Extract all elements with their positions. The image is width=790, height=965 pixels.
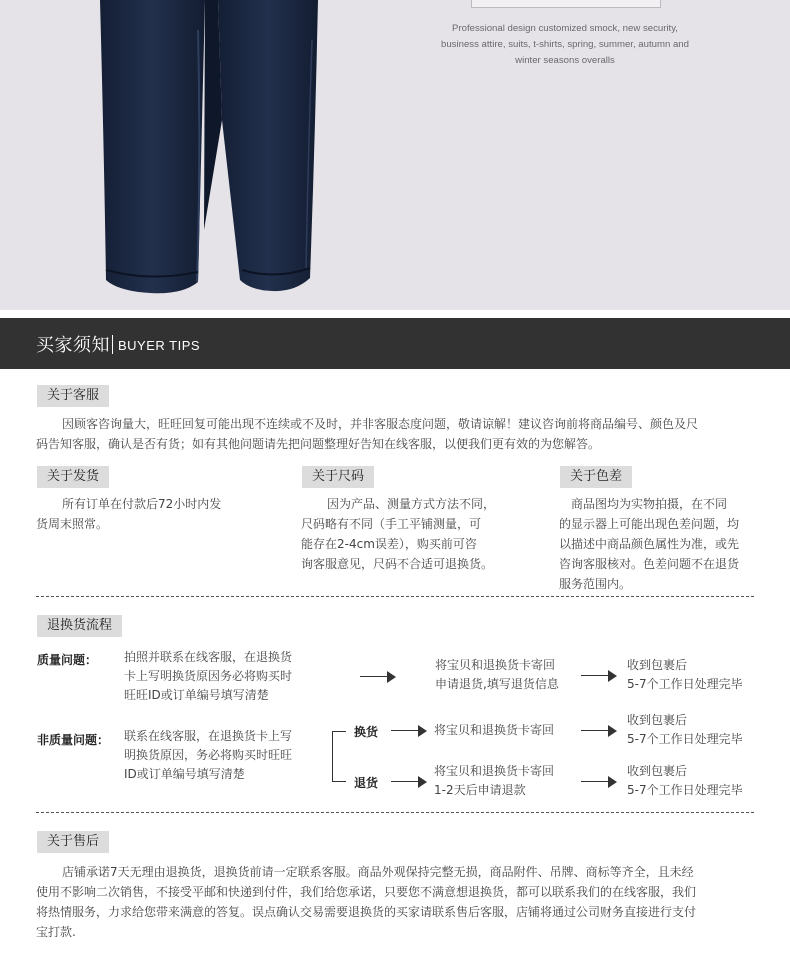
quality-desc-line-1: 拍照并联系在线客服，在退换货 xyxy=(124,650,293,664)
color-label: 关于色差 xyxy=(560,466,632,488)
size-line-2: 尺码略有不同（手工平铺测量，可 xyxy=(301,517,482,531)
color-line-3: 以描述中商品颜色属性为准，或先 xyxy=(559,537,740,551)
refund-step xyxy=(434,762,584,800)
color-line-4: 咨询客服核对。色差问题不在退货 xyxy=(559,557,740,571)
right-arrow-icon xyxy=(391,776,427,788)
shipping-line-1: 所有订单在付款后72小时内发 xyxy=(62,497,222,511)
color-text xyxy=(559,494,759,594)
shipping-line-2: 货周末照常。 xyxy=(36,517,109,531)
right-arrow-icon xyxy=(391,725,427,737)
refund-result xyxy=(627,762,757,800)
quality-issue-title: 质量问题： xyxy=(37,653,98,667)
quality-desc-line-2: 卡上写明换货原因务必将购买时 xyxy=(124,669,293,683)
right-arrow-icon xyxy=(360,671,396,683)
refund-result-line-1: 收到包裹后 xyxy=(627,764,688,778)
shipping-text xyxy=(36,494,256,534)
quality-issue-desc xyxy=(124,648,324,705)
quality-step xyxy=(435,656,585,694)
after-sales-line-4: 宝打款. xyxy=(36,925,76,939)
exchange-result-line-2: 5-7个工作日处理完毕 xyxy=(627,732,743,746)
refund-step-line-1: 将宝贝和退换货卡寄回 xyxy=(434,764,555,778)
section-divider-1 xyxy=(36,596,754,597)
exchange-step: 将宝贝和退换货卡寄回 xyxy=(434,723,555,737)
section-divider-2 xyxy=(36,812,754,813)
size-line-1: 因为产品、测量方式方法不同， xyxy=(327,497,496,511)
customer-service-label: 关于客服 xyxy=(37,385,109,407)
size-line-3: 能存在2-4cm误差），购买前可咨 xyxy=(301,537,477,551)
color-line-1: 商品图均为实物拍摄，在不同 xyxy=(571,497,728,511)
quality-step-line-2: 申请退货,填写退货信息 xyxy=(435,677,559,691)
bracket-icon xyxy=(332,731,346,782)
after-sales-text xyxy=(36,862,758,942)
after-sales-label: 关于售后 xyxy=(37,831,109,853)
non-quality-desc-line-3: ID或订单编号填写清楚 xyxy=(124,767,245,781)
caption-card xyxy=(471,0,661,8)
after-sales-line-1: 店铺承诺7天无理由退换货，退换货前请一定联系客服。商品外观保持完整无损，商品附件、吊牌、商标等齐全，且未经 xyxy=(62,865,694,879)
non-quality-desc-line-2: 明换货原因，务必将购买时旺旺 xyxy=(124,748,293,762)
right-arrow-icon xyxy=(581,776,617,788)
quality-result xyxy=(627,656,757,694)
customer-service-line-1: 因顾客咨询量大，旺旺回复可能出现不连续或不及时，并非客服态度问题，敬请谅解！建议咨询前将商品编号、颜色及尺 xyxy=(62,417,699,431)
photo-spacer xyxy=(0,310,790,318)
photo-caption xyxy=(430,21,700,69)
caption-line-1: Professional design customized smock, new security, xyxy=(452,23,678,34)
exchange-result xyxy=(627,711,757,749)
refund-step-line-2: 1-2天后申请退款 xyxy=(434,783,526,797)
customer-service-line-2: 码告知客服，确认是否有货；如有其他问题请先把问题整理好告知在线客服，以便我们更有效的为您解答。 xyxy=(36,437,601,451)
caption-line-3: winter seasons overalls xyxy=(515,55,615,66)
right-arrow-icon xyxy=(581,725,617,737)
quality-desc-line-3: 旺旺ID或订单编号填写清楚 xyxy=(124,688,269,702)
shipping-label: 关于发货 xyxy=(37,466,109,488)
non-quality-issue-title: 非质量问题： xyxy=(37,733,110,747)
returns-label: 退换货流程 xyxy=(37,615,122,637)
after-sales-line-3: 将热情服务，力求给您带来满意的答复。误点确认交易需要退换货的买家请联系售后客服，店铺将通过公司财务直接进行支付 xyxy=(36,905,697,919)
banner-title-en: BUYER TIPS xyxy=(118,338,201,353)
size-line-4: 询客服意见，尺码不合适可退换货。 xyxy=(301,557,494,571)
refund-label: 退货 xyxy=(354,776,379,790)
buyer-tips-banner xyxy=(0,318,790,369)
color-line-2: 的显示器上可能出现色差问题，均 xyxy=(559,517,740,531)
refund-result-line-2: 5-7个工作日处理完毕 xyxy=(627,783,743,797)
banner-title-cn: 买家须知 xyxy=(36,335,110,356)
right-arrow-icon xyxy=(581,670,617,682)
non-quality-desc-line-1: 联系在线客服，在退换货卡上写 xyxy=(124,729,293,743)
size-text xyxy=(301,494,521,574)
caption-line-2: business attire, suits, t-shirts, spring, summer, autumn and xyxy=(441,39,689,50)
exchange-result-line-1: 收到包裹后 xyxy=(627,713,688,727)
quality-result-line-2: 5-7个工作日处理完毕 xyxy=(627,677,743,691)
product-photo xyxy=(0,0,790,314)
color-line-5: 服务范围内。 xyxy=(559,577,632,591)
banner-divider xyxy=(112,335,113,354)
customer-service-text xyxy=(36,414,756,454)
size-label: 关于尺码 xyxy=(302,466,374,488)
exchange-label: 换货 xyxy=(354,725,379,739)
quality-result-line-1: 收到包裹后 xyxy=(627,658,688,672)
after-sales-line-2: 使用不影响二次销售，不接受平邮和快递到付件，我们给您承诺，只要您不满意想退换货，都可以联系我们的在线客服，我们 xyxy=(36,885,697,899)
non-quality-issue-desc xyxy=(124,727,324,784)
quality-step-line-1: 将宝贝和退换货卡寄回 xyxy=(435,658,556,672)
